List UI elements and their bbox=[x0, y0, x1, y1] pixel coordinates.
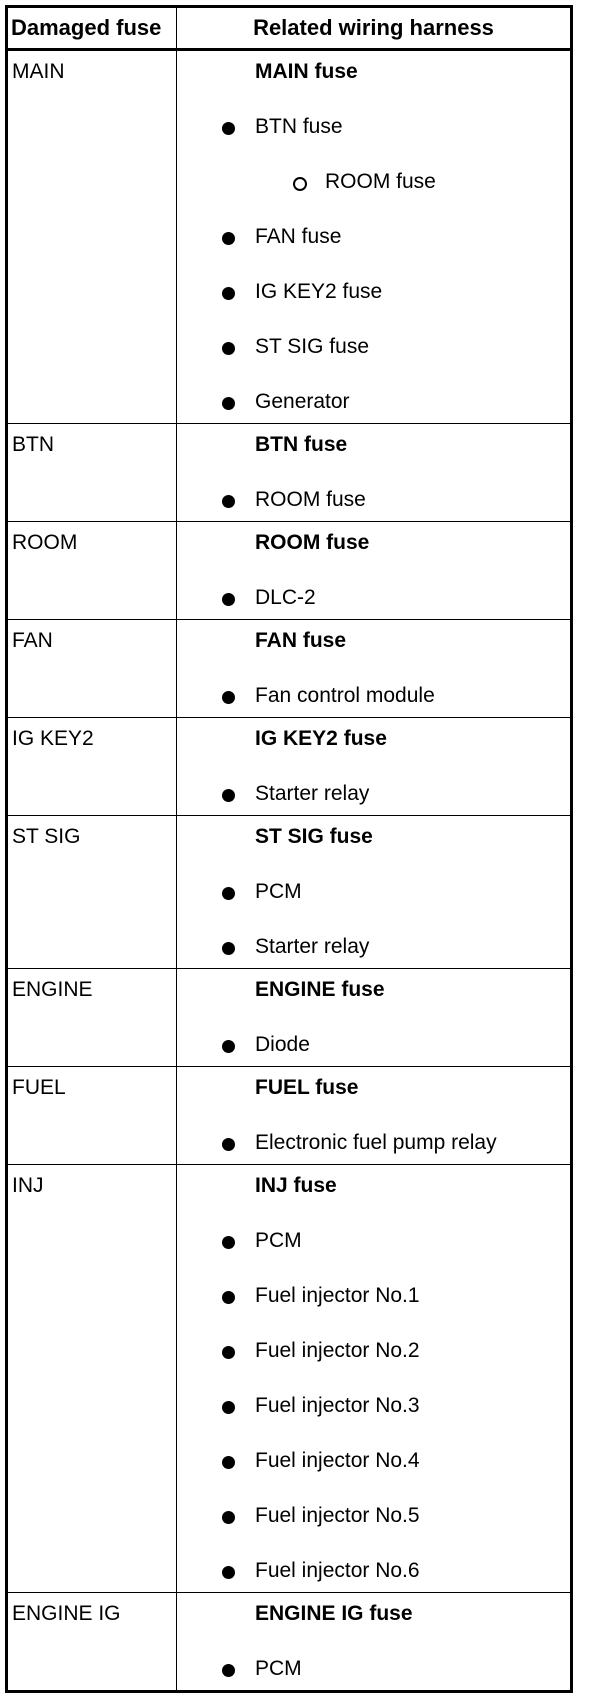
harness-item-text: Fuel injector No.1 bbox=[255, 1284, 420, 1307]
related-harness-cell bbox=[177, 816, 572, 969]
bullet-icon bbox=[222, 942, 235, 955]
header-related-wiring-harness: Related wiring harness bbox=[177, 7, 572, 50]
fuse-title-text: FAN fuse bbox=[255, 629, 347, 652]
bullet-icon bbox=[222, 1040, 235, 1053]
damaged-fuse-cell: BTN bbox=[7, 424, 177, 522]
harness-item-text: Fuel injector No.6 bbox=[255, 1559, 420, 1582]
table-row bbox=[7, 620, 572, 718]
bullet-icon bbox=[222, 789, 235, 802]
damaged-fuse-cell: FUEL bbox=[7, 1067, 177, 1165]
damaged-fuse-cell: IG KEY2 bbox=[7, 718, 177, 816]
sub-harness-item bbox=[177, 161, 570, 216]
damaged-fuse-cell: MAIN bbox=[7, 50, 177, 424]
related-harness-cell bbox=[177, 969, 572, 1067]
harness-item-text: PCM bbox=[255, 880, 302, 903]
harness-item bbox=[177, 1385, 570, 1440]
harness-item bbox=[177, 871, 570, 926]
fuse-title-text: FUEL fuse bbox=[255, 1076, 359, 1099]
table-row bbox=[7, 969, 572, 1067]
harness-item-text: ST SIG fuse bbox=[255, 335, 369, 358]
table-row bbox=[7, 1067, 572, 1165]
table-body bbox=[7, 50, 572, 1692]
harness-item-text: IG KEY2 fuse bbox=[255, 280, 383, 303]
related-harness-cell bbox=[177, 1165, 572, 1593]
harness-item bbox=[177, 1648, 570, 1690]
related-harness-cell bbox=[177, 50, 572, 424]
harness-item bbox=[177, 479, 570, 521]
harness-item bbox=[177, 675, 570, 717]
related-harness-cell bbox=[177, 522, 572, 620]
table-row bbox=[7, 1593, 572, 1692]
fuse-title-line bbox=[177, 1067, 570, 1122]
bullet-icon bbox=[222, 342, 235, 355]
table-row bbox=[7, 424, 572, 522]
bullet-icon bbox=[222, 1566, 235, 1579]
harness-item bbox=[177, 1122, 570, 1164]
header-row bbox=[7, 7, 572, 50]
damaged-fuse-cell: ROOM bbox=[7, 522, 177, 620]
table-row bbox=[7, 718, 572, 816]
fuse-title-line bbox=[177, 620, 570, 675]
related-harness-cell bbox=[177, 1067, 572, 1165]
fuse-title-line bbox=[177, 1165, 570, 1220]
harness-item-text: BTN fuse bbox=[255, 115, 343, 138]
harness-item-text: ROOM fuse bbox=[255, 488, 366, 511]
harness-item-text: Fuel injector No.5 bbox=[255, 1504, 420, 1527]
fuse-title-line bbox=[177, 718, 570, 773]
harness-item bbox=[177, 1024, 570, 1066]
bullet-icon bbox=[222, 1456, 235, 1469]
table-row bbox=[7, 1165, 572, 1593]
fuse-title-text: IG KEY2 fuse bbox=[255, 727, 387, 750]
related-harness-cell bbox=[177, 424, 572, 522]
fuse-title-line bbox=[177, 522, 570, 577]
bullet-icon bbox=[222, 1664, 235, 1677]
fuse-title-text: ST SIG fuse bbox=[255, 825, 373, 848]
bullet-icon bbox=[222, 1236, 235, 1249]
bullet-icon bbox=[222, 593, 235, 606]
harness-item bbox=[177, 1220, 570, 1275]
harness-item bbox=[177, 1550, 570, 1592]
bullet-icon bbox=[222, 232, 235, 245]
fuse-title-line bbox=[177, 816, 570, 871]
fuse-title-line bbox=[177, 424, 570, 479]
fuse-title-text: ENGINE fuse bbox=[255, 978, 385, 1001]
bullet-icon bbox=[222, 1511, 235, 1524]
damaged-fuse-cell: ENGINE IG bbox=[7, 1593, 177, 1692]
harness-item bbox=[177, 577, 570, 619]
damaged-fuse-cell: FAN bbox=[7, 620, 177, 718]
harness-item-text: Starter relay bbox=[255, 782, 370, 805]
related-harness-cell bbox=[177, 620, 572, 718]
table-header bbox=[7, 7, 572, 50]
fuse-title-text: ROOM fuse bbox=[255, 531, 370, 554]
harness-item-text: PCM bbox=[255, 1229, 302, 1252]
harness-item-text: Diode bbox=[255, 1033, 310, 1056]
bullet-icon bbox=[222, 1346, 235, 1359]
bullet-icon bbox=[222, 287, 235, 300]
bullet-icon bbox=[222, 1401, 235, 1414]
bullet-icon bbox=[222, 1138, 235, 1151]
bullet-icon bbox=[222, 691, 235, 704]
harness-item-text: Fan control module bbox=[255, 684, 435, 707]
fuse-title-line bbox=[177, 1593, 570, 1648]
harness-item-text: Electronic fuel pump relay bbox=[255, 1131, 497, 1154]
bullet-icon bbox=[222, 1291, 235, 1304]
bullet-icon bbox=[222, 887, 235, 900]
table-row bbox=[7, 522, 572, 620]
fuse-harness-table bbox=[5, 5, 573, 1693]
harness-item-text: Fuel injector No.2 bbox=[255, 1339, 420, 1362]
fuse-title-text: ENGINE IG fuse bbox=[255, 1602, 413, 1625]
bullet-icon bbox=[222, 495, 235, 508]
harness-item bbox=[177, 1440, 570, 1495]
related-harness-cell bbox=[177, 718, 572, 816]
fuse-title-line bbox=[177, 969, 570, 1024]
harness-item-text: Generator bbox=[255, 390, 350, 413]
harness-item bbox=[177, 271, 570, 326]
harness-item bbox=[177, 926, 570, 968]
harness-item bbox=[177, 1330, 570, 1385]
harness-item bbox=[177, 216, 570, 271]
hollow-bullet-icon bbox=[293, 177, 307, 191]
harness-item-text: ROOM fuse bbox=[325, 170, 436, 193]
damaged-fuse-cell: ST SIG bbox=[7, 816, 177, 969]
fuse-title-text: BTN fuse bbox=[255, 433, 348, 456]
harness-item bbox=[177, 773, 570, 815]
damaged-fuse-cell: INJ bbox=[7, 1165, 177, 1593]
table-row bbox=[7, 50, 572, 424]
harness-item-text: PCM bbox=[255, 1657, 302, 1680]
harness-item bbox=[177, 381, 570, 423]
harness-item-text: DLC-2 bbox=[255, 586, 316, 609]
fuse-title-text: INJ fuse bbox=[255, 1174, 337, 1197]
harness-item-text: Starter relay bbox=[255, 935, 370, 958]
bullet-icon bbox=[222, 397, 235, 410]
harness-item bbox=[177, 106, 570, 161]
harness-item bbox=[177, 1495, 570, 1550]
bullet-icon bbox=[222, 122, 235, 135]
harness-item-text: Fuel injector No.3 bbox=[255, 1394, 420, 1417]
fuse-title-line bbox=[177, 51, 570, 106]
related-harness-cell bbox=[177, 1593, 572, 1692]
damaged-fuse-cell: ENGINE bbox=[7, 969, 177, 1067]
harness-item bbox=[177, 1275, 570, 1330]
header-damaged-fuse: Damaged fuse bbox=[7, 7, 177, 50]
harness-item bbox=[177, 326, 570, 381]
harness-item-text: FAN fuse bbox=[255, 225, 342, 248]
table-row bbox=[7, 816, 572, 969]
fuse-title-text: MAIN fuse bbox=[255, 60, 358, 83]
harness-item-text: Fuel injector No.4 bbox=[255, 1449, 420, 1472]
